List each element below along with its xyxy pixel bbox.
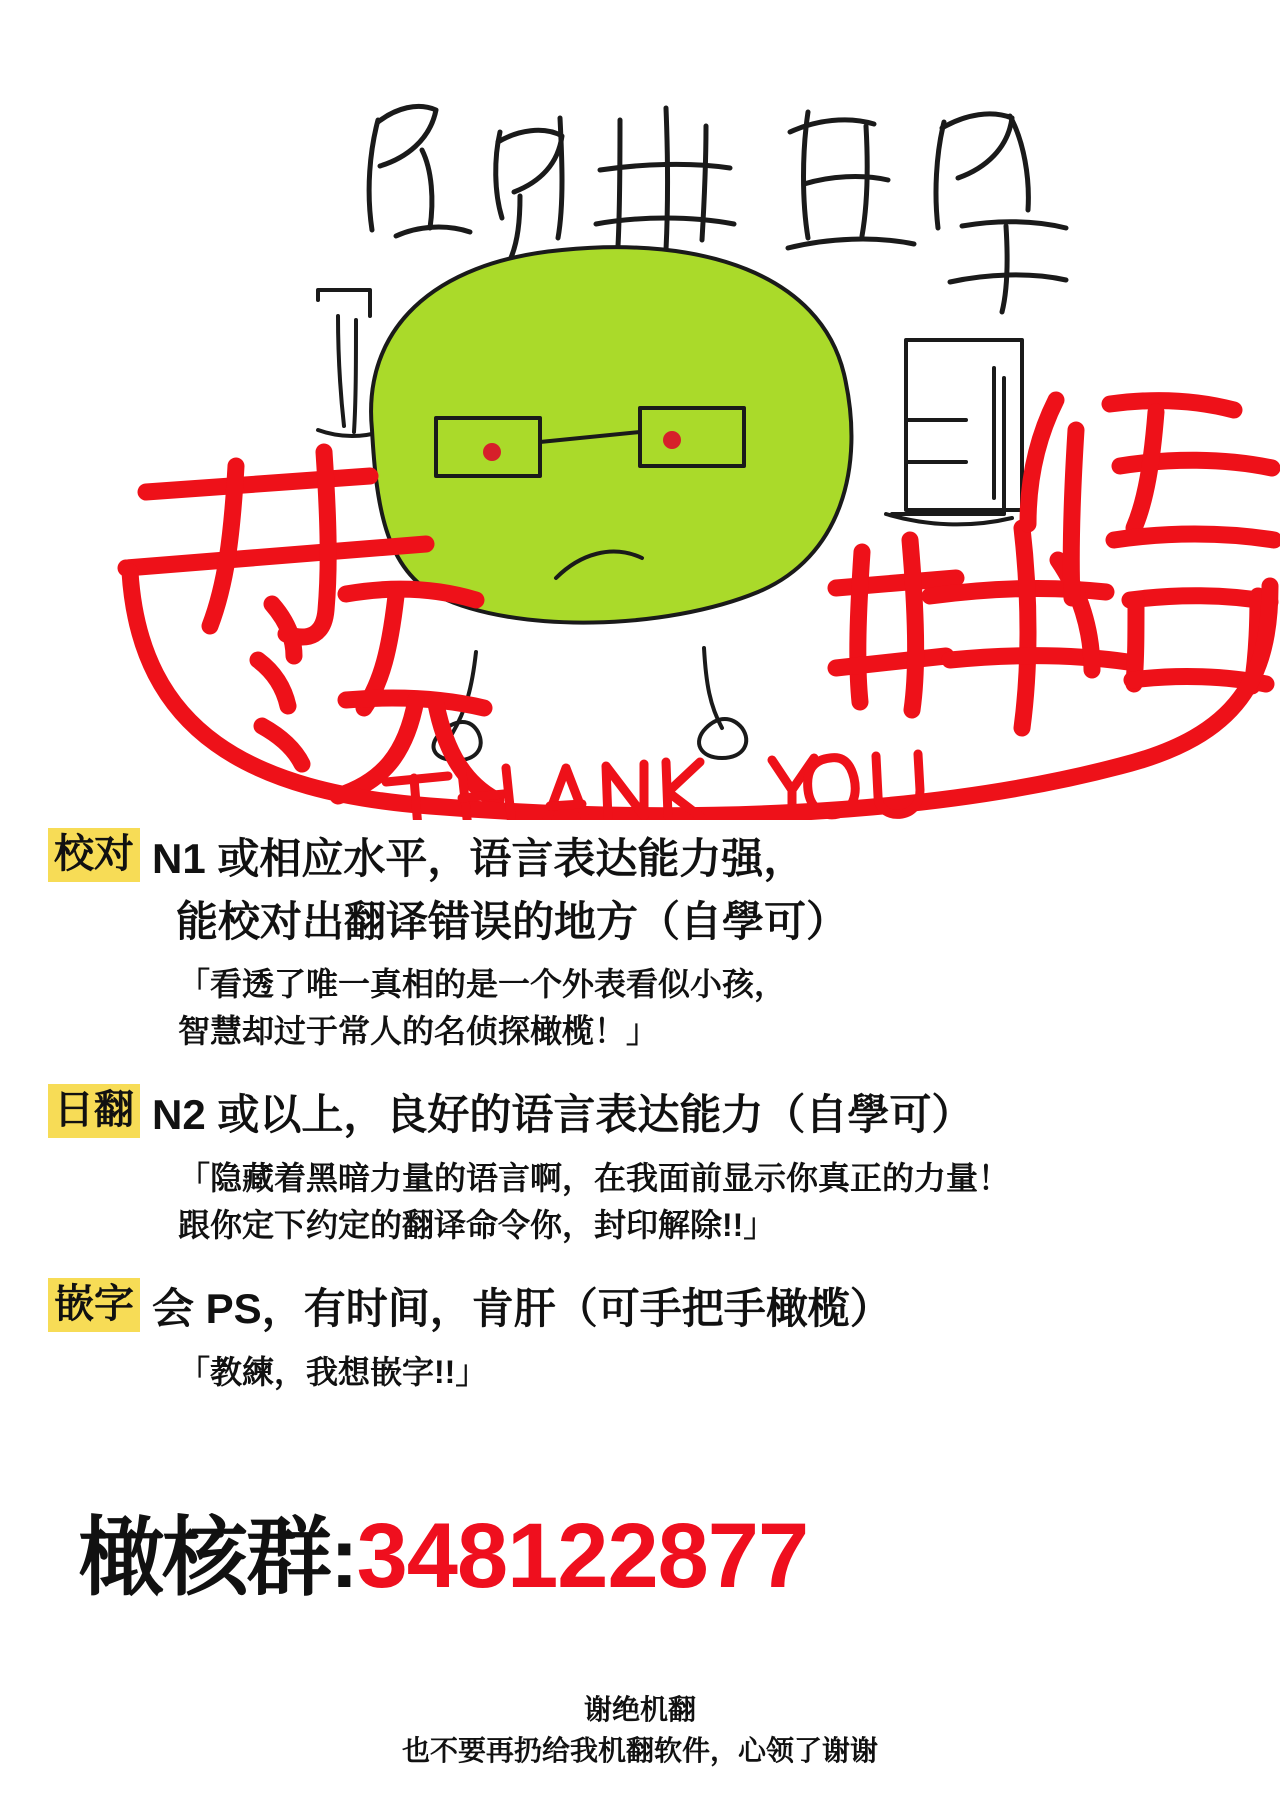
section-typesetting (48, 1278, 1238, 1396)
group-contact (78, 1488, 1228, 1612)
illustration-drawing (0, 0, 1280, 820)
role-tag-proofreading: 校对 (48, 828, 140, 882)
section-headline (48, 1084, 1238, 1143)
role-quote (178, 1349, 1238, 1395)
recruitment-sections (48, 828, 1238, 1426)
illustration (0, 0, 1280, 820)
role-quote-line2: 跟你定下约定的翻译命令你，封印解除!!」 (178, 1206, 776, 1243)
role-requirement-line1: N2 或以上，良好的语言表达能力（自學可） (152, 1091, 974, 1139)
role-tag-typesetting: 嵌字 (48, 1278, 140, 1332)
footer-line-2: 也不要再扔给我机翻软件，心领了谢谢 (401, 1734, 878, 1766)
role-quote-line1: 「隐藏着黑暗力量的语言啊，在我面前显示你真正的力量！ (178, 1160, 1011, 1197)
section-headline (48, 1278, 1238, 1337)
role-requirement-line1: 会 PS，有时间，肯肝（可手把手橄榄） (152, 1285, 892, 1333)
role-quote (178, 961, 1238, 1054)
footer-note (0, 1690, 1280, 1771)
section-japanese-translation (48, 1084, 1238, 1248)
group-label: 橄核群: (78, 1510, 357, 1606)
role-requirement-line2: 能校对出翻译错误的地方（自學可） (176, 898, 849, 946)
section-proofreading (48, 828, 1238, 1054)
right-panel-icon (886, 340, 1022, 524)
role-requirement-line1: N1 或相应水平，语言表达能力强， (152, 835, 806, 882)
role-quote-line1: 「看透了唯一真相的是一个外表看似小孩， (178, 966, 787, 1003)
role-quote (178, 1155, 1238, 1248)
section-headline (48, 828, 1238, 887)
role-quote-line1: 「教練，我想嵌字!!」 (178, 1354, 488, 1391)
footer-line-1: 谢绝机翻 (583, 1694, 696, 1725)
role-tag-japanese-translation: 日翻 (48, 1084, 140, 1138)
group-number[interactable]: 348122877 (356, 1505, 809, 1607)
role-quote-line2: 智慧却过于常人的名侦探橄榄！」 (178, 1012, 659, 1049)
